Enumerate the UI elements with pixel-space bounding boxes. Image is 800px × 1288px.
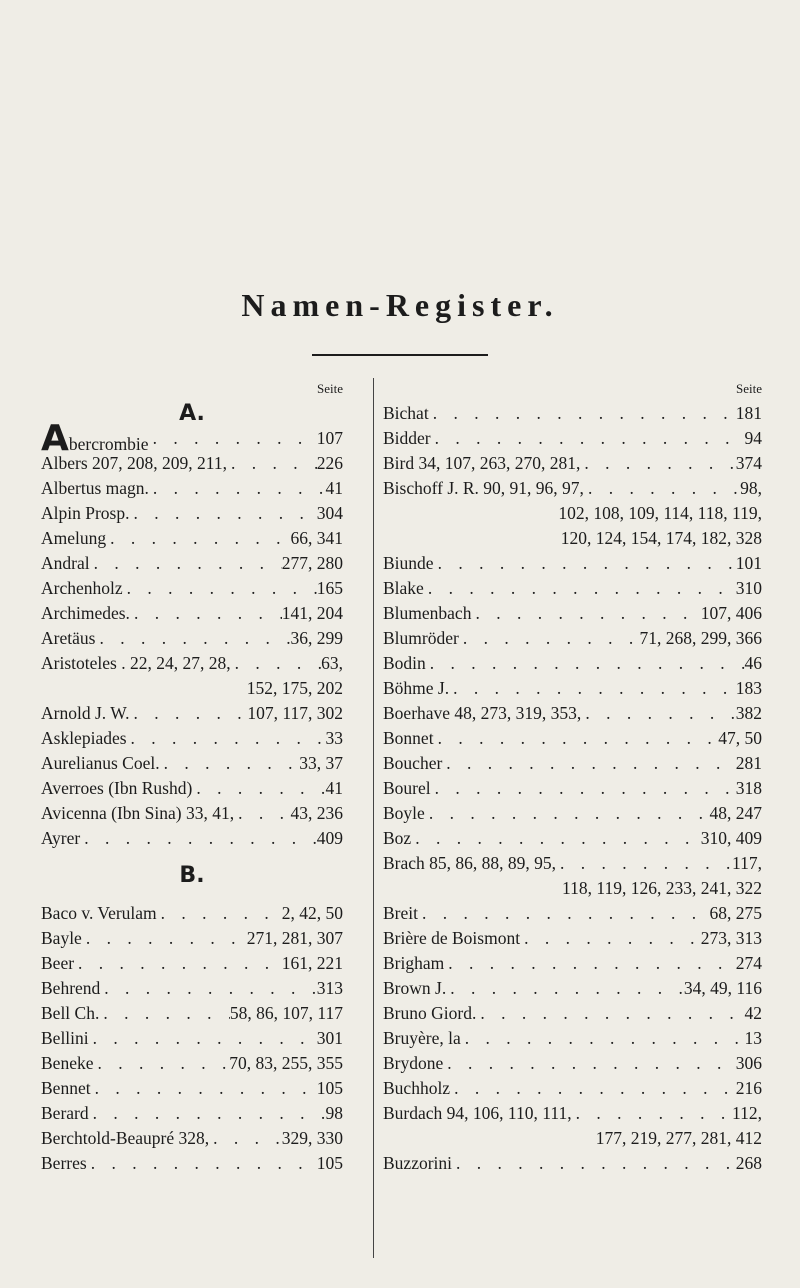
entry-name-text: Beneke [41, 1053, 94, 1073]
dot-leader [449, 676, 736, 701]
entry-pages: 304 [316, 503, 343, 523]
dot-leader [89, 1026, 317, 1051]
entry-name [383, 801, 425, 826]
entry-pages: 36, 299 [290, 628, 343, 648]
entry-name [383, 701, 581, 726]
register-list-right [383, 401, 762, 1176]
entry-name [383, 401, 429, 426]
entry-name [41, 651, 231, 676]
entry-name [383, 676, 449, 701]
section-letter-b: B. [179, 863, 205, 888]
dot-leader [442, 751, 735, 776]
dot-leader [459, 626, 640, 651]
entry-pages: 105 [316, 1078, 343, 1098]
register-entry [383, 826, 762, 851]
entry-name [383, 1151, 452, 1176]
entry-pages: 281 [735, 753, 762, 773]
entry-name [41, 601, 130, 626]
entry-pages: 274 [735, 953, 762, 973]
register-entry-continuation: 120, 124, 154, 174, 182, 328 [560, 528, 762, 548]
register-entry [41, 951, 343, 976]
entry-pages: 107, 117, 302 [247, 703, 343, 723]
right-column [383, 376, 762, 1176]
entry-name [383, 601, 471, 626]
register-entry [383, 1076, 762, 1101]
dot-leader [580, 451, 735, 476]
entry-name [41, 1051, 93, 1076]
dot-leader [82, 926, 247, 951]
entry-name-text: Aristoteles . 22, 24, 27, 28, [41, 653, 231, 673]
entry-name-text: Ayrer [41, 828, 81, 848]
dot-leader [581, 701, 735, 726]
entry-pages: 183 [735, 678, 762, 698]
entry-name [383, 826, 411, 851]
dot-leader [93, 1051, 229, 1076]
entry-name-text: Boz [383, 828, 412, 848]
entry-pages: 33 [325, 728, 343, 748]
entry-name [41, 418, 149, 459]
register-entry [41, 1151, 343, 1176]
entry-pages: 161, 221 [281, 953, 343, 973]
register-entry [383, 451, 762, 476]
register-entry [41, 476, 343, 501]
entry-pages: 98, [740, 478, 762, 498]
entry-name-text: Berard [41, 1103, 89, 1123]
register-entry [383, 551, 762, 576]
entry-name [41, 551, 90, 576]
register-entry [41, 526, 343, 551]
entry-pages: 68, 275 [709, 903, 762, 923]
entry-pages: 66, 341 [290, 528, 343, 548]
register-entry [383, 651, 762, 676]
entry-pages: 301 [316, 1028, 343, 1048]
register-entry [41, 776, 343, 801]
entry-name [383, 1051, 443, 1076]
entry-name [383, 976, 446, 1001]
dot-leader [130, 601, 282, 626]
entry-pages: 216 [735, 1078, 762, 1098]
entry-pages: 318 [735, 778, 762, 798]
entry-pages: 271, 281, 307 [246, 928, 343, 948]
entry-name [383, 551, 434, 576]
entry-name [383, 1026, 461, 1051]
entry-pages: 71, 268, 299, 366 [639, 628, 762, 648]
dot-leader [127, 726, 326, 751]
register-entry [41, 901, 343, 926]
entry-name-text: Buchholz [383, 1078, 451, 1098]
entry-name-text: Bodin [383, 653, 426, 673]
entry-name-text: Bellini [41, 1028, 89, 1048]
dot-leader [556, 851, 732, 876]
entry-pages: 107, 406 [700, 603, 762, 623]
entry-pages: 63, [321, 653, 343, 673]
entry-pages: 313 [316, 978, 343, 998]
entry-name [41, 451, 227, 476]
register-entry [41, 551, 343, 576]
entry-pages: 101 [735, 553, 762, 573]
dot-leader [234, 801, 290, 826]
dot-leader [149, 426, 317, 451]
entry-pages: 48, 247 [709, 803, 762, 823]
register-entry [383, 1051, 762, 1076]
register-entry [383, 726, 762, 751]
entry-name-text: Biunde [383, 553, 434, 573]
entry-pages: 94 [744, 428, 762, 448]
dot-leader [231, 651, 322, 676]
entry-pages: 70, 83, 255, 355 [229, 1053, 343, 1073]
entry-pages: 141, 204 [281, 603, 343, 623]
dot-leader [129, 701, 247, 726]
dot-leader [123, 576, 317, 601]
entry-name-text: Averroes (Ibn Rushd) [41, 778, 193, 798]
dot-leader [91, 1076, 317, 1101]
dot-leader [476, 1001, 744, 1026]
entry-name-text: Blumröder [383, 628, 459, 648]
dot-leader [99, 1001, 230, 1026]
entry-name-text: Amelung [41, 528, 107, 548]
entry-name [41, 901, 157, 926]
entry-name [41, 751, 160, 776]
dot-leader [452, 1151, 736, 1176]
register-entry [41, 501, 343, 526]
entry-name-text: Boyle [383, 803, 425, 823]
register-entry [383, 1026, 762, 1051]
entry-pages: 41 [325, 778, 343, 798]
dot-leader [434, 551, 736, 576]
register-entry [383, 576, 762, 601]
register-entry [41, 826, 343, 851]
register-entry-continuation: 152, 175, 202 [246, 678, 343, 698]
register-entry [383, 801, 762, 826]
entry-pages: 117, [732, 853, 762, 873]
entry-name [41, 626, 95, 651]
seite-label: Seite [736, 381, 762, 396]
entry-name [41, 526, 106, 551]
entry-name [41, 501, 129, 526]
register-entry [383, 751, 762, 776]
left-column [41, 376, 343, 1176]
entry-name [383, 476, 584, 501]
register-entry [383, 1101, 762, 1126]
entry-name-text: Breit [383, 903, 418, 923]
entry-name-text: Behrend [41, 978, 101, 998]
entry-name-text: bercrombie [68, 434, 149, 454]
entry-name-text: Berchtold-Beaupré 328, [41, 1128, 210, 1148]
entry-name [383, 451, 580, 476]
entry-name [41, 801, 234, 826]
entry-name [41, 951, 74, 976]
entry-pages: 107 [316, 428, 343, 448]
entry-name-text: Blake [383, 578, 424, 598]
register-entry [41, 1051, 343, 1076]
entry-name-text: Brigham [383, 953, 445, 973]
register-entry-continuation: 102, 108, 109, 114, 118, 119, [558, 503, 762, 523]
entry-name [383, 576, 424, 601]
register-entry [41, 651, 343, 676]
register-entry [41, 418, 343, 459]
page-title: Namen-Register. [241, 287, 559, 323]
entry-name-text: Brière de Boismont [383, 928, 521, 948]
entry-name-text: Beer [41, 953, 75, 973]
entry-name [41, 1001, 99, 1026]
entry-name [41, 826, 80, 851]
entry-pages: 374 [735, 453, 762, 473]
register-entry [383, 1151, 762, 1176]
entry-name [383, 1101, 572, 1126]
dot-leader [520, 926, 701, 951]
entry-pages: 382 [735, 703, 762, 723]
entry-pages: 13 [744, 1028, 762, 1048]
entry-name-text: Asklepiades [41, 728, 127, 748]
entry-name-text: Bidder [383, 428, 431, 448]
entry-name [383, 726, 434, 751]
entry-name [41, 726, 127, 751]
register-entry [383, 951, 762, 976]
entry-pages: 43, 236 [290, 803, 343, 823]
dot-leader [434, 726, 719, 751]
entry-name-text: Brach 85, 86, 88, 89, 95, [383, 853, 557, 873]
entry-name [383, 626, 459, 651]
entry-name-text: Boucher [383, 753, 443, 773]
entry-name [41, 476, 149, 501]
entry-name-text: Avicenna (Ibn Sina) 33, 41, [41, 803, 235, 823]
entry-name-text: Albers 207, 208, 209, 211, [41, 453, 228, 473]
entry-name-text: Aurelianus Coel. [41, 753, 160, 773]
register-entry [41, 751, 343, 776]
entry-name [41, 976, 100, 1001]
register-entry [383, 476, 762, 501]
entry-name-text: Bruno Giord. [383, 1003, 477, 1023]
entry-pages: 268 [735, 1153, 762, 1173]
entry-name-text: Bischoff J. R. 90, 91, 96, 97, [383, 478, 584, 498]
entry-pages: 165 [316, 578, 343, 598]
entry-name-text: Andral [41, 553, 90, 573]
dot-leader [431, 776, 736, 801]
register-entry [383, 601, 762, 626]
register-entry [383, 851, 762, 876]
entry-name [383, 426, 431, 451]
entry-name-text: Baco v. Verulam [41, 903, 157, 923]
dot-leader [584, 476, 740, 501]
entry-name [383, 1076, 450, 1101]
dot-leader [106, 526, 290, 551]
register-entry [41, 451, 343, 476]
entry-pages: 112, [732, 1103, 762, 1123]
entry-name-text: Blumenbach [383, 603, 472, 623]
entry-name [41, 926, 82, 951]
dot-leader [425, 801, 710, 826]
register-entry [41, 626, 343, 651]
register-entry [41, 701, 343, 726]
entry-name [383, 926, 520, 951]
entry-pages: 306 [735, 1053, 762, 1073]
entry-name [41, 1151, 87, 1176]
entry-pages: 226 [316, 453, 343, 473]
entry-pages: 58, 86, 107, 117 [229, 1003, 343, 1023]
entry-name [383, 1001, 476, 1026]
entry-pages: 42 [744, 1003, 762, 1023]
dot-leader [129, 501, 316, 526]
register-entry-continuation: 177, 219, 277, 281, 412 [595, 1128, 762, 1148]
entry-name-text: Archimedes. [41, 603, 130, 623]
entry-name-text: Aretäus [41, 628, 96, 648]
entry-initial: A [41, 418, 69, 459]
register-entry [41, 1026, 343, 1051]
entry-pages: 46 [744, 653, 762, 673]
dot-leader [209, 1126, 282, 1151]
entry-name-text: Burdach 94, 106, 110, 111, [383, 1103, 572, 1123]
register-entry [383, 901, 762, 926]
dot-leader [446, 976, 684, 1001]
entry-name-text: Boerhave 48, 273, 319, 353, [383, 703, 582, 723]
entry-pages: 310 [735, 578, 762, 598]
dot-leader [471, 601, 700, 626]
dot-leader [461, 1026, 745, 1051]
entry-pages: 409 [316, 828, 343, 848]
entry-name-text: Albertus magn. [41, 478, 149, 498]
register-entry [383, 776, 762, 801]
entry-name-text: Bonnet [383, 728, 434, 748]
entry-pages: 41 [325, 478, 343, 498]
entry-pages: 273, 313 [700, 928, 762, 948]
entry-name-text: Alpin Prosp. [41, 503, 130, 523]
entry-pages: 181 [735, 403, 762, 423]
register-entry [41, 1101, 343, 1126]
entry-pages: 47, 50 [718, 728, 762, 748]
dot-leader [74, 951, 282, 976]
dot-leader [444, 951, 736, 976]
register-entry [383, 926, 762, 951]
entry-name-text: Bourel [383, 778, 431, 798]
dot-leader [192, 776, 325, 801]
register-entry [41, 726, 343, 751]
entry-name-text: Arnold J. W. [41, 703, 130, 723]
entry-name [383, 951, 444, 976]
dot-leader [411, 826, 701, 851]
register-entry [41, 1126, 343, 1151]
register-entry [41, 976, 343, 1001]
entry-pages: 277, 280 [281, 553, 343, 573]
dot-leader [95, 626, 290, 651]
column-divider [373, 378, 374, 1258]
register-entry [41, 576, 343, 601]
entry-name [41, 1126, 209, 1151]
dot-leader [149, 476, 326, 501]
entry-name [41, 576, 123, 601]
dot-leader [572, 1101, 732, 1126]
dot-leader [431, 426, 745, 451]
title-rule [312, 354, 488, 356]
entry-name-text: Brydone [383, 1053, 444, 1073]
dot-leader [160, 751, 300, 776]
register-entry [41, 1076, 343, 1101]
dot-leader [90, 551, 282, 576]
entry-name [41, 1101, 89, 1126]
dot-leader [424, 576, 736, 601]
dot-leader [426, 651, 745, 676]
register-entry [41, 801, 343, 826]
entry-name-text: Bell Ch. [41, 1003, 100, 1023]
register-list-b [41, 901, 343, 1176]
entry-name-text: Bruyère, la [383, 1028, 461, 1048]
register-list-a [41, 418, 343, 851]
section-letter-a: A. [179, 401, 205, 426]
seite-label: Seite [317, 381, 343, 396]
entry-pages: 98 [325, 1103, 343, 1123]
entry-pages: 105 [316, 1153, 343, 1173]
dot-leader [87, 1151, 317, 1176]
dot-leader [443, 1051, 735, 1076]
entry-name-text: Berres [41, 1153, 87, 1173]
entry-name [41, 701, 129, 726]
dot-leader [89, 1101, 326, 1126]
entry-name-text: Bichat [383, 403, 429, 423]
entry-name [383, 751, 442, 776]
entry-name [41, 1026, 89, 1051]
entry-name-text: Bird 34, 107, 263, 270, 281, [383, 453, 581, 473]
entry-name-text: Buzzorini [383, 1153, 453, 1173]
entry-name [41, 776, 192, 801]
register-entry [383, 401, 762, 426]
dot-leader [418, 901, 710, 926]
entry-pages: 310, 409 [700, 828, 762, 848]
entry-name [383, 851, 556, 876]
entry-name [383, 901, 418, 926]
register-entry [41, 601, 343, 626]
entry-name-text: Bennet [41, 1078, 91, 1098]
entry-name [41, 1076, 91, 1101]
entry-name-text: Bayle [41, 928, 82, 948]
entry-name-text: Böhme J. [383, 678, 450, 698]
entry-name [383, 776, 431, 801]
register-entry [383, 626, 762, 651]
register-entry [383, 676, 762, 701]
entry-name [383, 651, 426, 676]
dot-leader [80, 826, 317, 851]
entry-pages: 34, 49, 116 [683, 978, 762, 998]
dot-leader [450, 1076, 736, 1101]
register-entry-continuation: 118, 119, 126, 233, 241, 322 [562, 878, 762, 898]
dot-leader [227, 451, 317, 476]
entry-pages: 2, 42, 50 [281, 903, 343, 923]
dot-leader [429, 401, 736, 426]
entry-name-text: Brown J. [383, 978, 447, 998]
register-entry [41, 1001, 343, 1026]
register-entry [383, 426, 762, 451]
dot-leader [157, 901, 282, 926]
dot-leader [100, 976, 316, 1001]
register-entry [41, 926, 343, 951]
register-entry [383, 976, 762, 1001]
entry-pages: 33, 37 [299, 753, 343, 773]
register-entry [383, 701, 762, 726]
entry-name-text: Archenholz [41, 578, 123, 598]
entry-pages: 329, 330 [281, 1128, 343, 1148]
register-entry [383, 1001, 762, 1026]
